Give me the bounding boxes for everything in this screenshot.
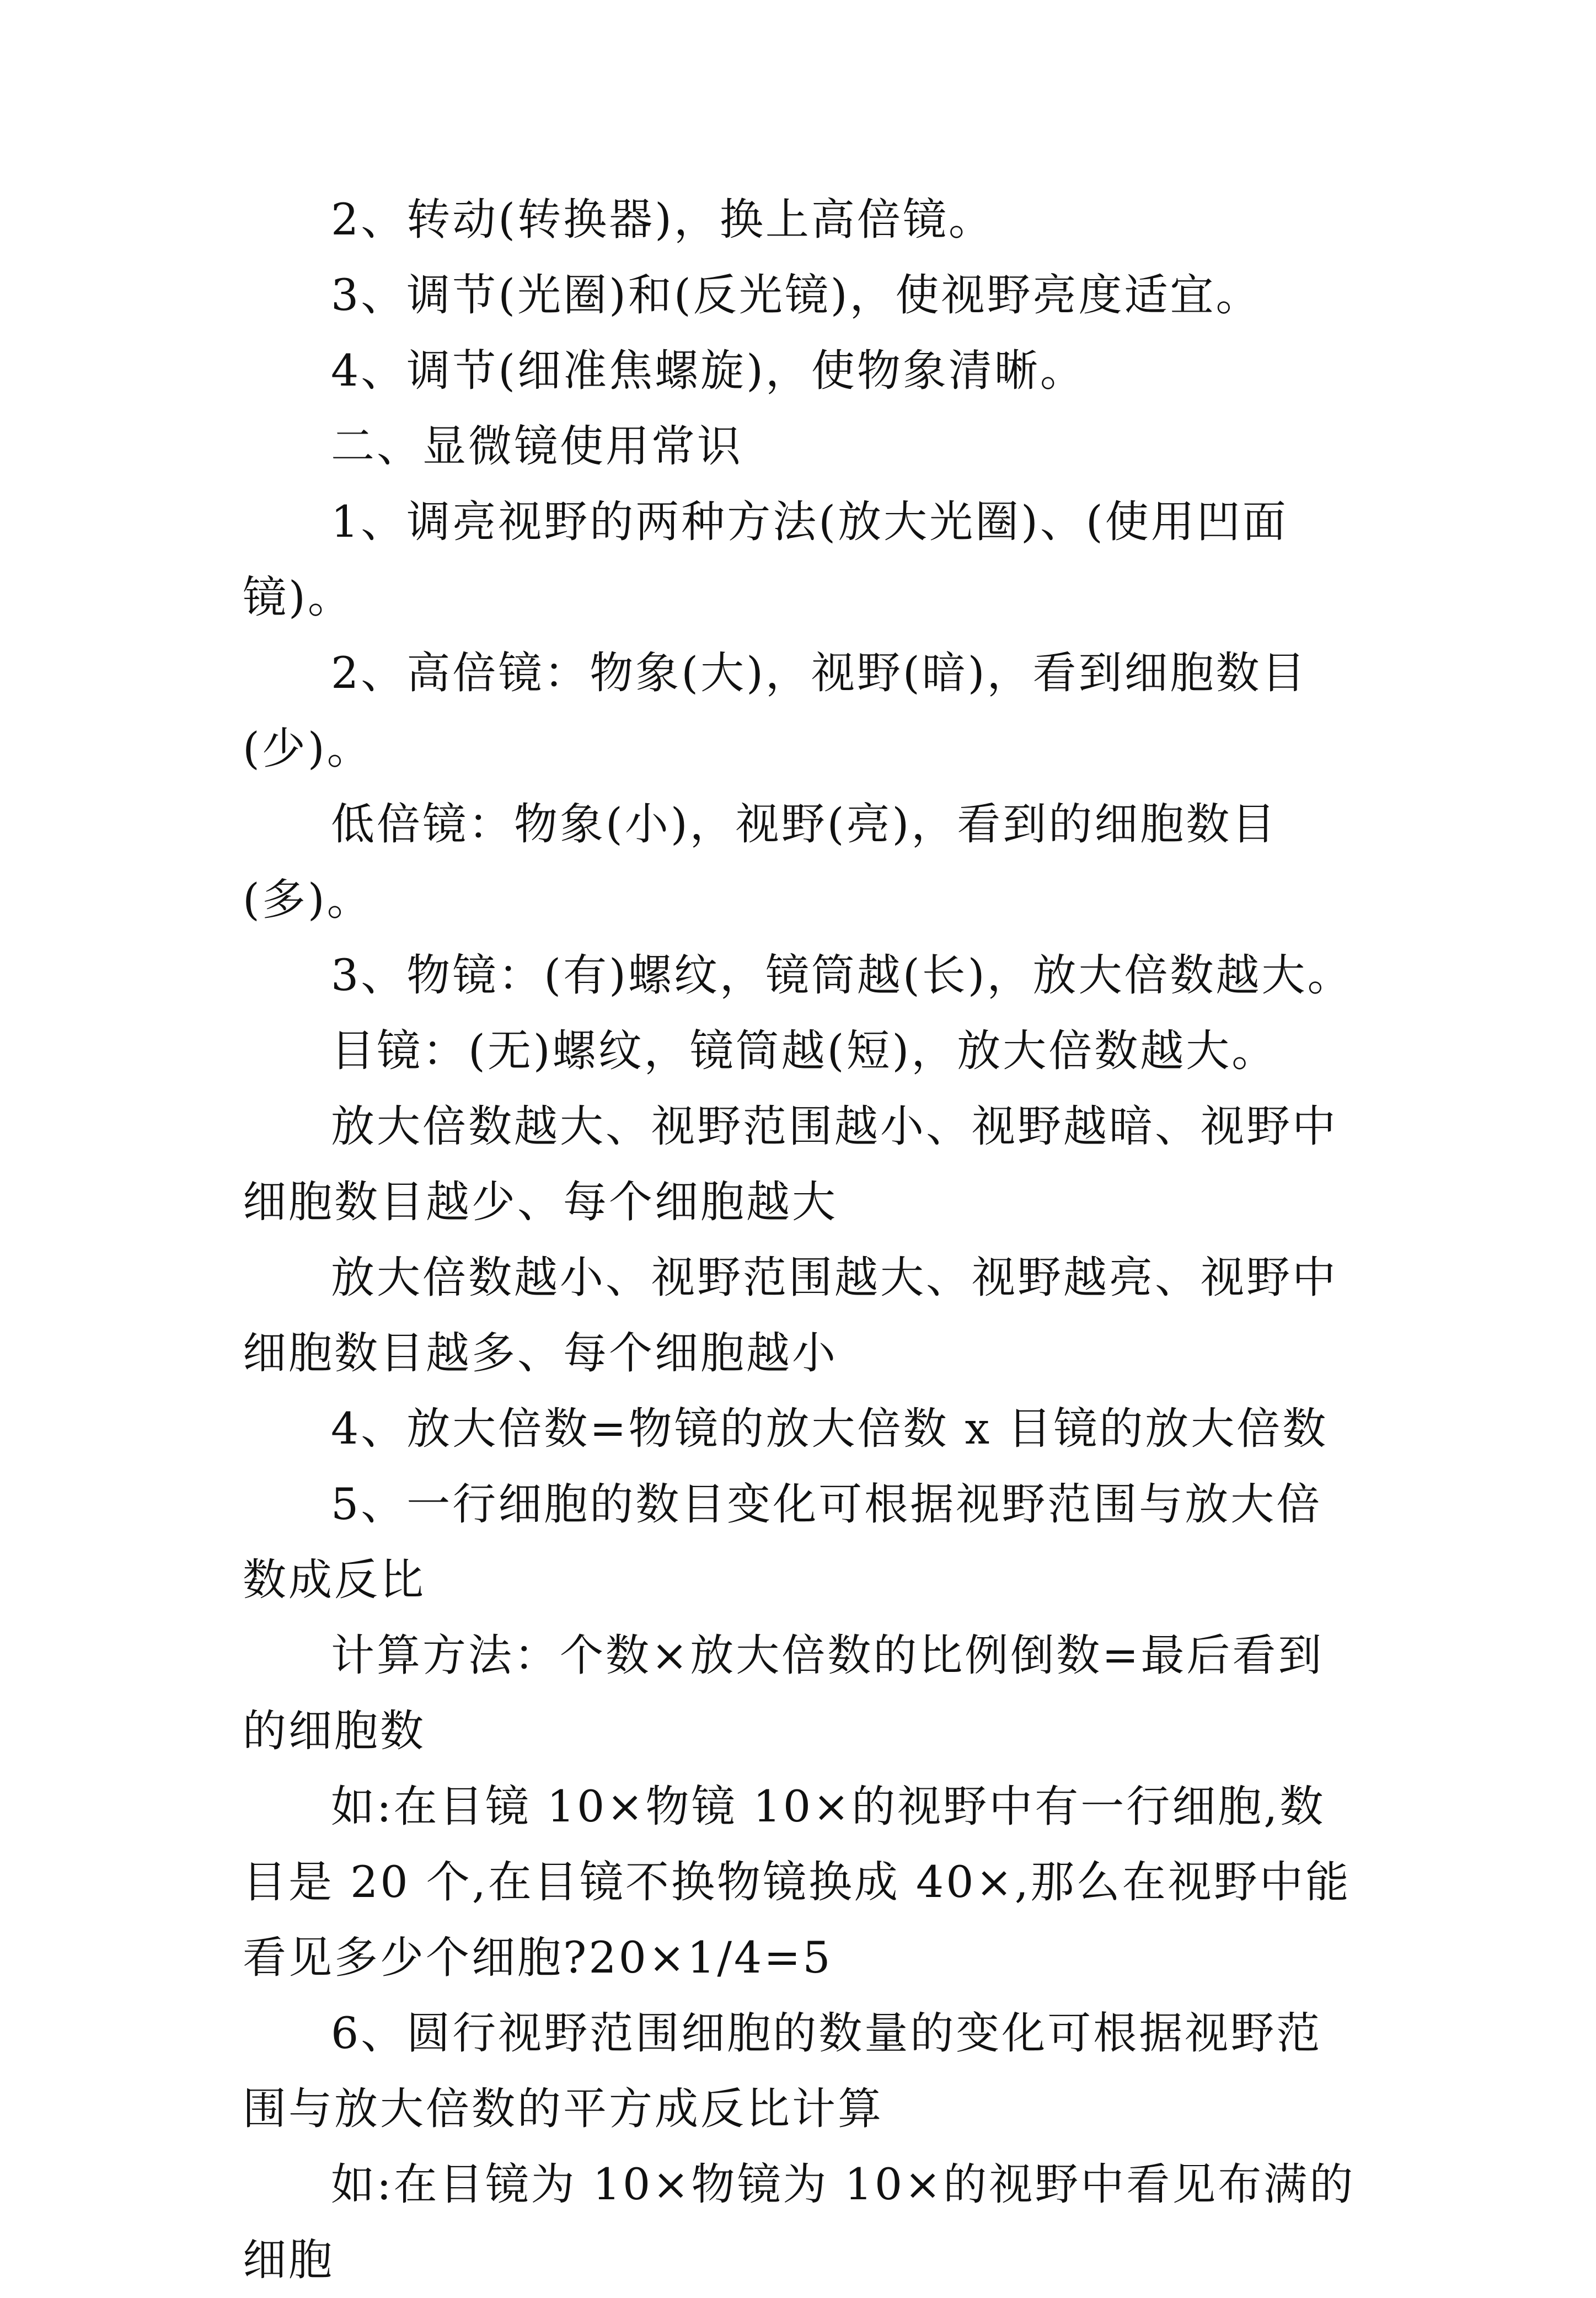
paragraph: 1、调亮视野的两种方法(放大光圈)、(使用凹面镜)。 <box>243 496 1288 623</box>
paragraph: 放大倍数越大、视野范围越小、视野越暗、视野中细胞数目越少、每个细胞越大 <box>243 1101 1338 1227</box>
paragraph: 目镜：(无)螺纹，镜筒越(短)，放大倍数越大。 <box>331 1025 1278 1076</box>
paragraph: 低倍镜：物象(小)，视野(亮)，看到的细胞数目(多)。 <box>243 799 1278 925</box>
paragraph: 如:在目镜 10×物镜 10×的视野中有一行细胞,数目是 20 个,在目镜不换物镜换成 40×,那么在视野中能看见多少个细胞?20×1/4=5 <box>243 1781 1351 1983</box>
paragraph: 2、转动(转换器)，换上高倍镜。 <box>331 194 994 245</box>
paragraph: 5、一行细胞的数目变化可根据视野范围与放大倍数成反比 <box>243 1479 1322 1605</box>
paragraph: 2、高倍镜：物象(大)，视野(暗)，看到细胞数目(少)。 <box>243 648 1308 774</box>
paragraph: 4、放大倍数=物镜的放大倍数 x 目镜的放大倍数 <box>331 1403 1329 1454</box>
paragraph: 如:在目镜为 10×物镜为 10×的视野中看见布满的细胞 <box>243 2159 1356 2285</box>
paragraph: 4、调节(细准焦螺旋)，使物象清晰。 <box>331 345 1086 396</box>
paragraph: 3、物镜：(有)螺纹，镜筒越(长)，放大倍数越大。 <box>331 950 1353 1001</box>
paragraph: 3、调节(光圈)和(反光镜)，使视野亮度适宜。 <box>331 270 1262 320</box>
paragraph: 6、圆行视野范围细胞的数量的变化可根据视野范围与放大倍数的平方成反比计算 <box>243 2008 1322 2134</box>
paragraph: 放大倍数越小、视野范围越大、视野越亮、视野中细胞数目越多、每个细胞越小 <box>243 1252 1338 1378</box>
section-heading: 二、显微镜使用常识 <box>331 421 743 472</box>
document-body <box>243 182 1357 2298</box>
paragraph: 计算方法：个数×放大倍数的比例倒数=最后看到的细胞数 <box>243 1630 1324 1756</box>
